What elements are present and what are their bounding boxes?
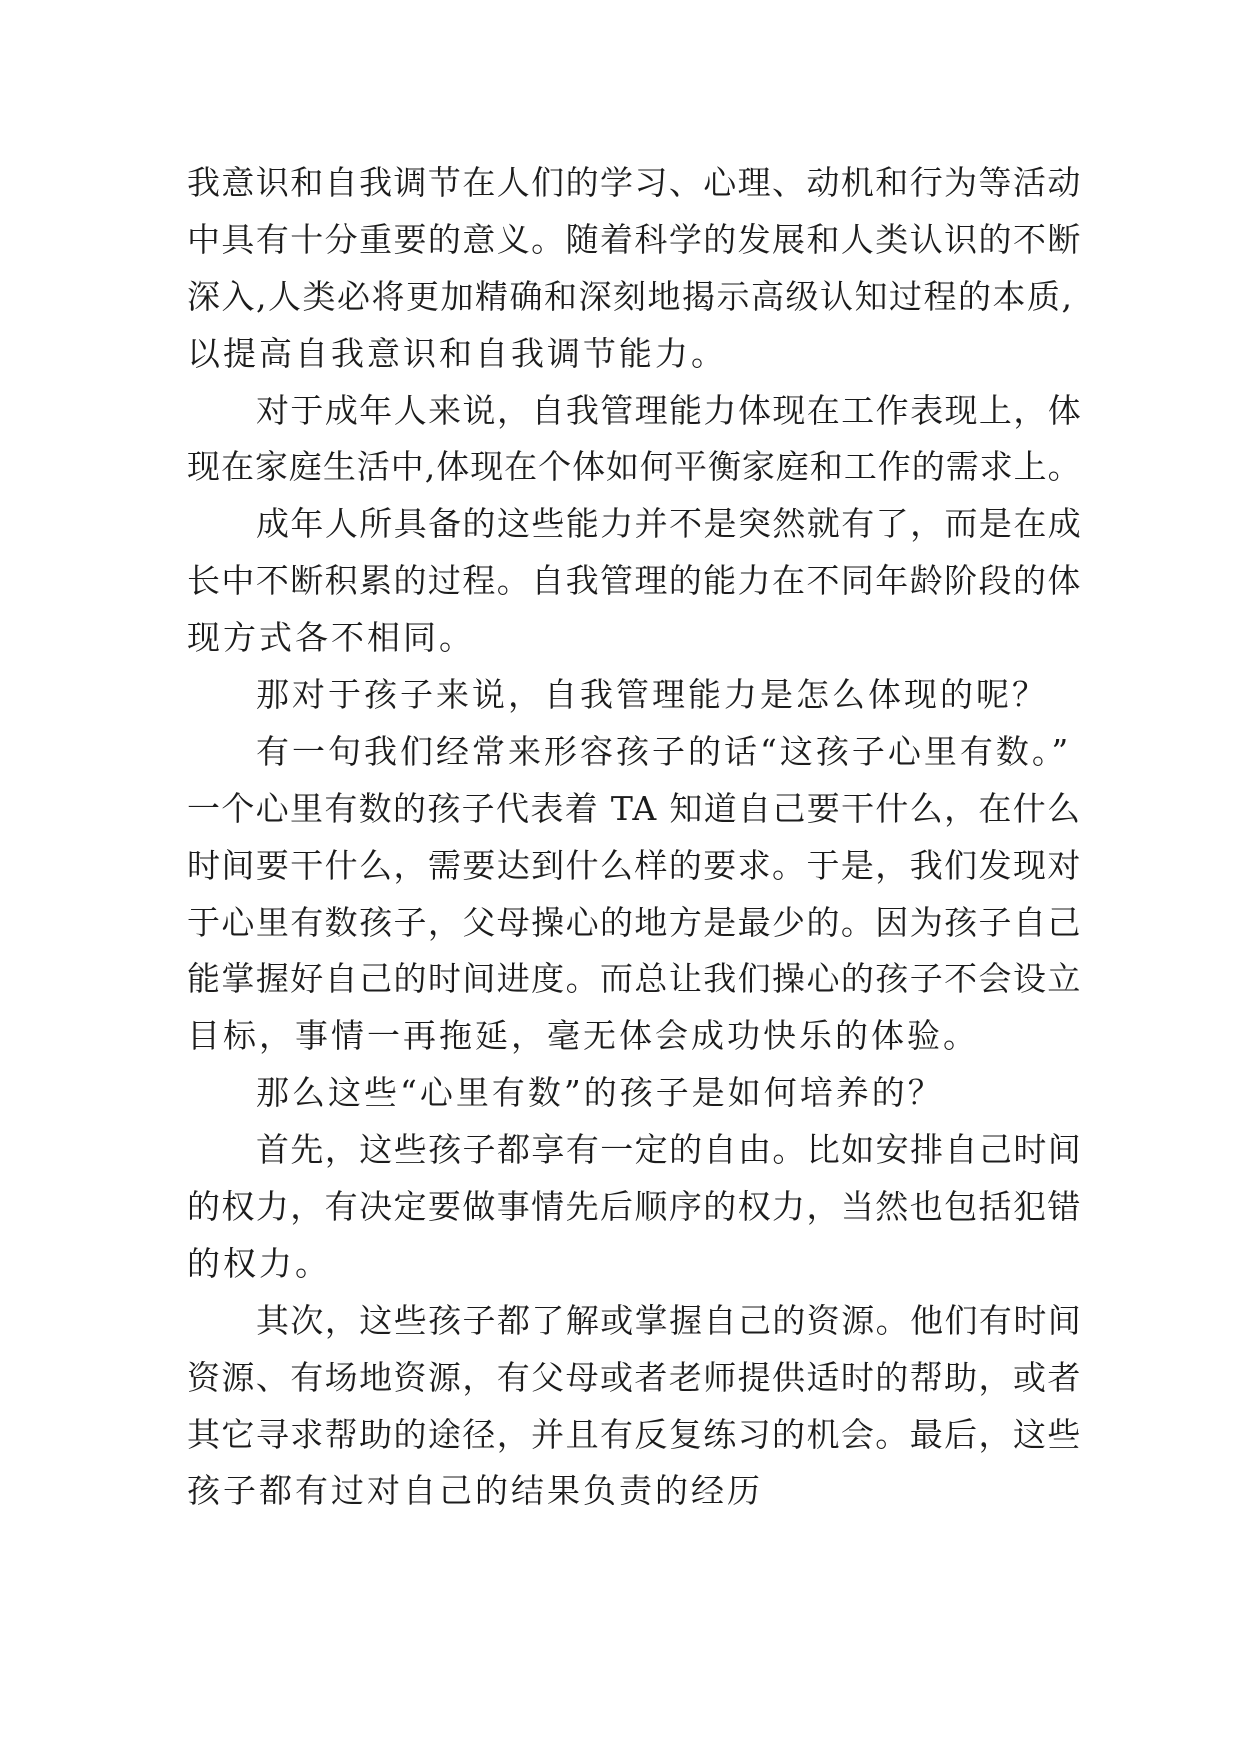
text-line: 的权力。 [187,1243,331,1283]
document-body [187,155,1087,1520]
paragraph-first-line: 那么这些“心里有数”的孩子是如何培养的？ [256,1073,944,1113]
paragraph-first-line: 首先，这些孩子都享有一定的自由。比如安排自己时间 [256,1130,1083,1170]
text-line: 中具有十分重要的意义。随着科学的发展和人类认识的不断 [187,219,1082,259]
text-line: 于心里有数孩子，父母操心的地方是最少的。因为孩子自己 [187,902,1082,942]
text-line: 以提高自我意识和自我调节能力。 [187,333,727,373]
text-line: 能掌握好自己的时间进度。而总让我们操心的孩子不会设立 [187,959,1082,999]
paragraph-first-line: 有一句我们经常来形容孩子的话“这孩子心里有数。” [256,731,1072,771]
text-line: 资源、有场地资源，有父母或者老师提供适时的帮助，或者 [187,1357,1082,1397]
paragraph-first-line: 成年人所具备的这些能力并不是突然就有了，而是在成 [256,504,1083,544]
text-line: 目标，事情一再拖延，毫无体会成功快乐的体验。 [187,1016,979,1056]
text-line: 现在家庭生活中,体现在个体如何平衡家庭和工作的需求上。 [187,447,1082,487]
text-line: 现方式各不相同。 [187,618,475,658]
text-line: 我意识和自我调节在人们的学习、心理、动机和行为等活动 [187,163,1082,202]
text-line: 深入,人类必将更加精确和深刻地揭示高级认知过程的本质, [187,276,1074,316]
text-line: 孩子都有过对自己的结果负责的经历 [187,1471,763,1511]
text-line: 长中不断积累的过程。自我管理的能力在不同年龄阶段的体 [187,561,1082,601]
text-line: 时间要干什么，需要达到什么样的要求。于是，我们发现对 [187,845,1082,885]
paragraph-first-line: 对于成年人来说，自我管理能力体现在工作表现上，体 [256,390,1083,430]
text-line: 其它寻求帮助的途径，并且有反复练习的机会。最后，这些 [187,1414,1082,1454]
paragraph-first-line: 其次，这些孩子都了解或掌握自己的资源。他们有时间 [256,1300,1083,1340]
text-line: 一个心里有数的孩子代表着 TA 知道自己要干什么，在什么 [187,788,1082,828]
text-line: 的权力，有决定要做事情先后顺序的权力，当然也包括犯错 [187,1187,1082,1227]
paragraph-first-line: 那对于孩子来说，自我管理能力是怎么体现的呢？ [256,675,1048,715]
